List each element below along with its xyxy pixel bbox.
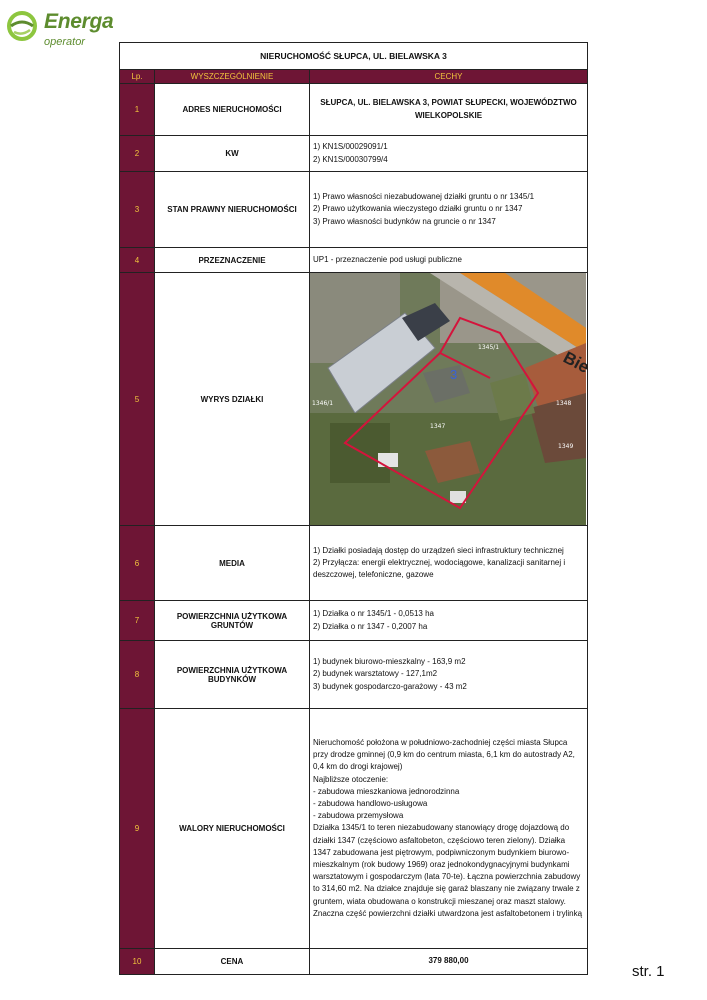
value-line: 1) Działka o nr 1345/1 - 0,0513 ha xyxy=(313,609,434,619)
parcel-label-b: 1347 xyxy=(430,423,446,430)
table-row xyxy=(120,709,588,949)
logo-sub: operator xyxy=(44,36,85,48)
row-value xyxy=(310,601,588,641)
value-line: - zabudowa przemysłowa xyxy=(313,811,404,821)
row-value xyxy=(310,172,588,248)
energa-logo-icon xyxy=(6,10,38,42)
row-label: STAN PRAWNY NIERUCHOMOŚCI xyxy=(155,172,310,248)
row-value xyxy=(310,84,588,136)
header-spec: WYSZCZEGÓLNIENIE xyxy=(155,70,310,84)
street-label: Bie xyxy=(560,347,593,377)
value-line: 3) budynek gospodarczo-garażowy - 43 m2 xyxy=(313,681,467,691)
table-title-row xyxy=(120,43,588,70)
row-label: CENA xyxy=(155,949,310,975)
table-row xyxy=(120,949,588,975)
header-features: CECHY xyxy=(310,70,588,84)
row-label: POWIERZCHNIA UŻYTKOWA GRUNTÓW xyxy=(155,601,310,641)
parcel-map xyxy=(310,273,593,525)
logo-brand: Energa xyxy=(44,10,114,33)
row-value xyxy=(310,709,588,949)
parcel-label-e: 1349 xyxy=(558,443,574,450)
row-label: KW xyxy=(155,136,310,172)
parcel-label-a: 1345/1 xyxy=(478,344,500,351)
value-line: 2) Przyłącza: energii elektrycznej, wodociągowe, kanalizacji sanitarnej i deszczowej, telefoniczne, gazowe xyxy=(313,557,566,580)
table-row xyxy=(120,172,588,248)
value-line: 2) Działka o nr 1347 - 0,2007 ha xyxy=(313,621,428,631)
property-table xyxy=(119,42,593,975)
row-label: WALORY NIERUCHOMOŚCI xyxy=(155,709,310,949)
row-number: 6 xyxy=(120,526,155,601)
value-line: 2) Prawo użytkowania wieczystego działki gruntu o nr 1347 xyxy=(313,204,523,214)
parcel-label-d: 1348 xyxy=(556,400,572,407)
row-number: 4 xyxy=(120,248,155,273)
row-number: 8 xyxy=(120,641,155,709)
table-row xyxy=(120,248,588,273)
value-line: Działka 1345/1 to teren niezabudowany stanowiący drogę dojazdową do działki 1347 (częściowo asfaltobeton, częściowo teren zielony). Działka 1347 zabudowana jest piętrowym, podpiwniczonym budynkiem biurowo-mieszkalnym (rok budowy 1969) oraz jednokondygnacyjnymi budynkami warsztatowym i gospodarczym (lata 70-te). Łączna powierzchnia zabudowy to 314,60 m2. Na działce znajduje się garaż blaszany nie związany trwale z gruntem, wiata obudowana o konstrukcji mieszanej oraz maszt stalowy. Znaczna część powierzchni działki utwardzona jest asfaltobetonem i trylinką xyxy=(313,823,583,918)
price-value: 379 880,00 xyxy=(310,949,588,975)
row-value xyxy=(310,136,588,172)
row-value xyxy=(310,641,588,709)
row-label: PRZEZNACZENIE xyxy=(155,248,310,273)
parcel-label-c: 1346/1 xyxy=(312,400,334,407)
row-number: 1 xyxy=(120,84,155,136)
table-row xyxy=(120,273,588,526)
row-number: 9 xyxy=(120,709,155,949)
row-value xyxy=(310,248,588,273)
page-number: str. 1 xyxy=(632,963,665,980)
value-line: - zabudowa mieszkaniowa jednorodzinna xyxy=(313,786,460,796)
table-row xyxy=(120,641,588,709)
row-number: 2 xyxy=(120,136,155,172)
row-label: WYRYS DZIAŁKI xyxy=(155,273,310,526)
energa-operator-logo xyxy=(6,6,126,46)
value-line: 1) budynek biurowo-mieszkalny - 163,9 m2 xyxy=(313,657,466,667)
row-label: POWIERZCHNIA UŻYTKOWA BUDYNKÓW xyxy=(155,641,310,709)
value-line: 2) budynek warsztatowy - 127,1m2 xyxy=(313,669,438,679)
table-title: NIERUCHOMOŚĆ SŁUPCA, UL. BIELAWSKA 3 xyxy=(120,43,588,70)
value-line: 2) KN1S/00030799/4 xyxy=(313,154,388,164)
header-lp: Lp. xyxy=(120,70,155,84)
table-row xyxy=(120,526,588,601)
value-line: 1) KN1S/00029091/1 xyxy=(313,142,388,152)
row-number: 10 xyxy=(120,949,155,975)
row-label: ADRES NIERUCHOMOŚCI xyxy=(155,84,310,136)
row-label: MEDIA xyxy=(155,526,310,601)
value-line: 1) Prawo własności niezabudowanej działki gruntu o nr 1345/1 xyxy=(313,192,535,202)
house-number: 3 xyxy=(450,367,458,382)
value-line: UP1 - przeznaczenie pod usługi publiczne xyxy=(313,254,462,264)
table-row xyxy=(120,601,588,641)
value-line: Najbliższe otoczenie: xyxy=(313,774,389,784)
value-line: - zabudowa handlowo-usługowa xyxy=(313,798,428,808)
table-row xyxy=(120,136,588,172)
row-number: 3 xyxy=(120,172,155,248)
table-row xyxy=(120,84,588,136)
row-value xyxy=(310,526,588,601)
value-line: 1) Działki posiadają dostęp do urządzeń sieci infrastruktury technicznej xyxy=(313,545,564,555)
row-number: 7 xyxy=(120,601,155,641)
value-line: 3) Prawo własności budynków na gruncie o nr 1347 xyxy=(313,216,496,226)
parcel-map-cell xyxy=(310,273,593,526)
value-line: SŁUPCA, UL. BIELAWSKA 3, POWIAT SŁUPECKI, WOJEWÓDZTWO WIELKOPOLSKIE xyxy=(320,98,577,120)
row-number: 5 xyxy=(120,273,155,526)
value-line: Nieruchomość położona w południowo-zachodniej części miasta Słupca przy drodze gminnej (0,9 km do centrum miasta, 6,1 km do autostrady A2, 0,4 km do drogi krajowej) xyxy=(313,737,575,772)
table-header-row xyxy=(120,70,588,84)
